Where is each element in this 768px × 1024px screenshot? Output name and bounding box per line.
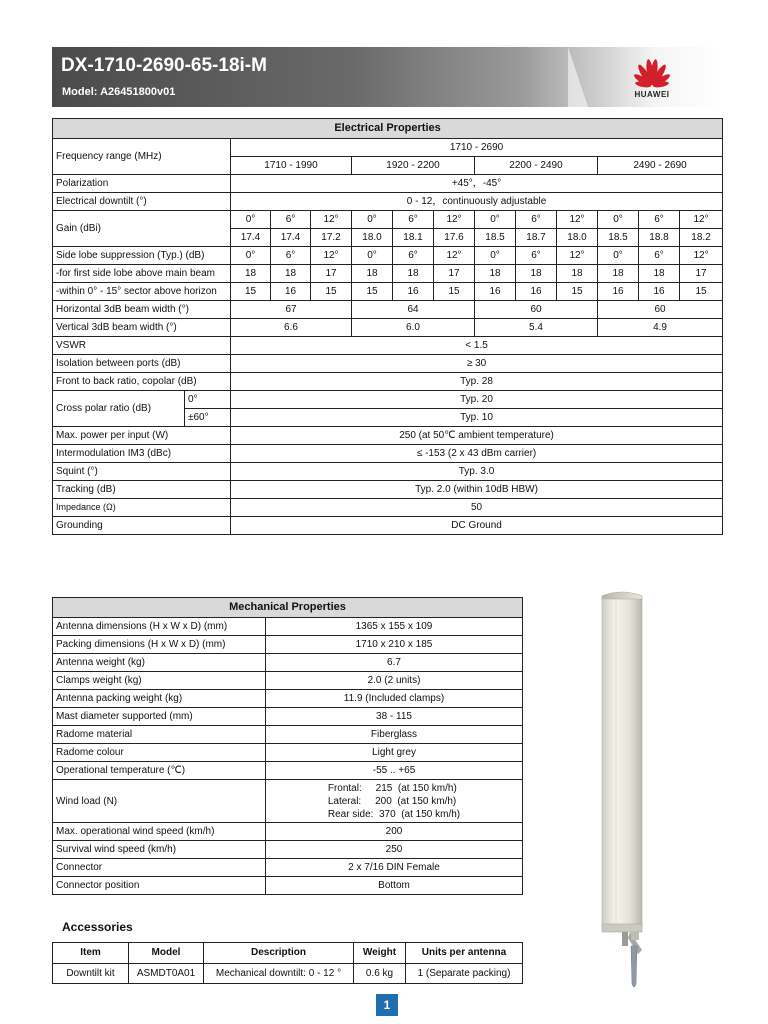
mech-label: Antenna weight (kg) xyxy=(53,654,266,672)
sidelobe-tilt: 6° xyxy=(516,247,557,265)
sidelobe-within-label: -within 0° - 15° sector above horizon xyxy=(53,283,231,301)
page-number-badge: 1 xyxy=(376,994,398,1016)
wind-label: Wind load (N) xyxy=(53,780,266,823)
mech-value: 2 x 7/16 DIN Female xyxy=(266,859,523,877)
gain-tilt: 0° xyxy=(475,211,516,229)
xpol-label: Cross polar ratio (dB) xyxy=(53,391,185,427)
sidelobe-within-value: 15 xyxy=(680,283,723,301)
gain-tilt: 6° xyxy=(516,211,557,229)
downtilt-label: Electrical downtilt (°) xyxy=(53,193,231,211)
im3-label: Intermodulation IM3 (dBc) xyxy=(53,445,231,463)
power-label: Max. power per input (W) xyxy=(53,427,231,445)
mech-label: Clamps weight (kg) xyxy=(53,672,266,690)
sidelobe-first-value: 18 xyxy=(271,265,311,283)
mech-value: 1365 x 155 x 109 xyxy=(266,618,523,636)
sidelobe-first-value: 18 xyxy=(393,265,434,283)
gain-tilt: 12° xyxy=(680,211,723,229)
v-beam-label: Vertical 3dB beam width (°) xyxy=(53,319,231,337)
accessories-title: Accessories xyxy=(62,920,133,934)
gain-tilt: 6° xyxy=(393,211,434,229)
sidelobe-first-value: 18 xyxy=(516,265,557,283)
mech-value: Light grey xyxy=(266,744,523,762)
gain-value: 18.5 xyxy=(475,229,516,247)
v-beam-value: 5.4 xyxy=(475,319,598,337)
huawei-logo xyxy=(622,52,682,102)
sidelobe-first-value: 18 xyxy=(639,265,680,283)
freq-label: Frequency range (MHz) xyxy=(53,139,231,175)
sidelobe-within-value: 16 xyxy=(516,283,557,301)
mech-label: Connector xyxy=(53,859,266,877)
sidelobe-first-label: -for first side lobe above main beam xyxy=(53,265,231,283)
mech-value: Fiberglass xyxy=(266,726,523,744)
acc-units: 1 (Separate packing) xyxy=(406,964,523,984)
sidelobe-within-value: 15 xyxy=(231,283,271,301)
gain-tilt: 12° xyxy=(311,211,352,229)
wind-rear: Rear side: 370 (at 150 km/h) xyxy=(327,808,461,820)
gain-tilt: 6° xyxy=(271,211,311,229)
mech-label: Radome material xyxy=(53,726,266,744)
huawei-flower-icon xyxy=(622,52,682,90)
acc-header-description: Description xyxy=(204,943,354,964)
huawei-wordmark: HUAWEI xyxy=(634,90,670,99)
sidelobe-first-value: 18 xyxy=(475,265,516,283)
mech-label: Antenna dimensions (H x W x D) (mm) xyxy=(53,618,266,636)
band-1: 1710 - 1990 xyxy=(231,157,352,175)
acc-description: Mechanical downtilt: 0 - 12 ° xyxy=(204,964,354,984)
mech-value: Bottom xyxy=(266,877,523,895)
mech-label: Connector position xyxy=(53,877,266,895)
acc-header-item: Item xyxy=(53,943,129,964)
band-3: 2200 - 2490 xyxy=(475,157,598,175)
electrical-properties-table xyxy=(52,118,723,535)
sidelobe-tilt: 12° xyxy=(680,247,723,265)
polarization-label: Polarization xyxy=(53,175,231,193)
sidelobe-tilt: 12° xyxy=(557,247,598,265)
gain-value: 18.7 xyxy=(516,229,557,247)
table-row xyxy=(53,964,523,984)
gain-tilt: 12° xyxy=(434,211,475,229)
sidelobe-tilt: 12° xyxy=(311,247,352,265)
gain-value: 17.2 xyxy=(311,229,352,247)
sidelobe-within-value: 15 xyxy=(311,283,352,301)
gain-value: 18.5 xyxy=(598,229,639,247)
acc-header-weight: Weight xyxy=(354,943,406,964)
freq-overall: 1710 - 2690 xyxy=(231,139,723,157)
mech-value: 11.9 (Included clamps) xyxy=(266,690,523,708)
mech-label: Mast diameter supported (mm) xyxy=(53,708,266,726)
gain-value: 18.0 xyxy=(557,229,598,247)
sidelobe-within-value: 16 xyxy=(475,283,516,301)
acc-model: ASMDT0A01 xyxy=(129,964,204,984)
gain-value: 18.0 xyxy=(352,229,393,247)
im3-value: ≤ -153 (2 x 43 dBm carrier) xyxy=(231,445,723,463)
acc-item: Downtilt kit xyxy=(53,964,129,984)
v-beam-value: 6.0 xyxy=(352,319,475,337)
sidelobe-tilt: 0° xyxy=(475,247,516,265)
impedance-label: Impedance (Ω) xyxy=(53,499,231,517)
v-beam-value: 6.6 xyxy=(231,319,352,337)
xpol-sub-60: ±60° xyxy=(185,409,231,427)
gain-value: 17.4 xyxy=(231,229,271,247)
sidelobe-tilt: 6° xyxy=(271,247,311,265)
gain-label: Gain (dBi) xyxy=(53,211,231,247)
electrical-title: Electrical Properties xyxy=(53,119,723,139)
mech-value: 250 xyxy=(266,841,523,859)
mech-value: 200 xyxy=(266,823,523,841)
gain-tilt: 0° xyxy=(231,211,271,229)
isolation-label: Isolation between ports (dB) xyxy=(53,355,231,373)
polarization-value: +45°，-45° xyxy=(231,175,723,193)
isolation-value: ≥ 30 xyxy=(231,355,723,373)
acc-header-model: Model xyxy=(129,943,204,964)
xpol-value-0: Typ. 20 xyxy=(231,391,723,409)
antenna-illustration xyxy=(592,588,652,993)
sidelobe-first-value: 18 xyxy=(352,265,393,283)
sidelobe-first-value: 18 xyxy=(231,265,271,283)
mech-value: 1710 x 210 x 185 xyxy=(266,636,523,654)
h-beam-value: 64 xyxy=(352,301,475,319)
ftb-label: Front to back ratio, copolar (dB) xyxy=(53,373,231,391)
ftb-value: Typ. 28 xyxy=(231,373,723,391)
band-4: 2490 - 2690 xyxy=(598,157,723,175)
sidelobe-tilt: 0° xyxy=(352,247,393,265)
acc-header-units: Units per antenna xyxy=(406,943,523,964)
vswr-value: < 1.5 xyxy=(231,337,723,355)
h-beam-value: 60 xyxy=(475,301,598,319)
sidelobe-tilt: 12° xyxy=(434,247,475,265)
gain-value: 18.1 xyxy=(393,229,434,247)
mech-value: 6.7 xyxy=(266,654,523,672)
sidelobe-within-value: 16 xyxy=(639,283,680,301)
gain-value: 17.6 xyxy=(434,229,475,247)
mech-label: Operational temperature (℃) xyxy=(53,762,266,780)
mech-label: Radome colour xyxy=(53,744,266,762)
tracking-value: Typ. 2.0 (within 10dB HBW) xyxy=(231,481,723,499)
h-beam-value: 60 xyxy=(598,301,723,319)
squint-value: Typ. 3.0 xyxy=(231,463,723,481)
sidelobe-first-value: 17 xyxy=(434,265,475,283)
h-beam-label: Horizontal 3dB beam width (°) xyxy=(53,301,231,319)
sidelobe-tilt: 0° xyxy=(231,247,271,265)
sidelobe-within-value: 16 xyxy=(271,283,311,301)
sidelobe-first-value: 18 xyxy=(598,265,639,283)
sidelobe-within-value: 16 xyxy=(393,283,434,301)
sidelobe-tilt: 0° xyxy=(598,247,639,265)
xpol-sub-0: 0° xyxy=(185,391,231,409)
sidelobe-first-value: 17 xyxy=(311,265,352,283)
header-slant xyxy=(568,47,588,107)
gain-value: 18.8 xyxy=(639,229,680,247)
mech-label: Packing dimensions (H x W x D) (mm) xyxy=(53,636,266,654)
mechanical-title: Mechanical Properties xyxy=(53,598,523,618)
wind-values xyxy=(266,780,523,823)
sidelobe-label: Side lobe suppression (Typ.) (dB) xyxy=(53,247,231,265)
mech-label: Max. operational wind speed (km/h) xyxy=(53,823,266,841)
acc-weight: 0.6 kg xyxy=(354,964,406,984)
product-title: DX-1710-2690-65-18i-M xyxy=(61,55,267,76)
grounding-label: Grounding xyxy=(53,517,231,535)
wind-frontal: Frontal: 215 (at 150 km/h) xyxy=(327,782,457,794)
mech-value: -55 .. +65 xyxy=(266,762,523,780)
mech-value: 2.0 (2 units) xyxy=(266,672,523,690)
gain-tilt: 0° xyxy=(352,211,393,229)
band-2: 1920 - 2200 xyxy=(352,157,475,175)
gain-tilt: 12° xyxy=(557,211,598,229)
sidelobe-first-value: 17 xyxy=(680,265,723,283)
vswr-label: VSWR xyxy=(53,337,231,355)
sidelobe-tilt: 6° xyxy=(639,247,680,265)
sidelobe-within-value: 15 xyxy=(434,283,475,301)
gain-value: 17.4 xyxy=(271,229,311,247)
impedance-value: 50 xyxy=(231,499,723,517)
v-beam-value: 4.9 xyxy=(598,319,723,337)
model-number: Model: A26451800v01 xyxy=(62,86,176,98)
sidelobe-tilt: 6° xyxy=(393,247,434,265)
tracking-label: Tracking (dB) xyxy=(53,481,231,499)
sidelobe-within-value: 16 xyxy=(598,283,639,301)
sidelobe-first-value: 18 xyxy=(557,265,598,283)
grounding-value: DC Ground xyxy=(231,517,723,535)
accessories-table xyxy=(52,942,523,984)
squint-label: Squint (°) xyxy=(53,463,231,481)
mech-label: Antenna packing weight (kg) xyxy=(53,690,266,708)
antenna-image xyxy=(592,588,652,993)
mech-value: 38 - 115 xyxy=(266,708,523,726)
downtilt-value: 0 - 12，continuously adjustable xyxy=(231,193,723,211)
gain-tilt: 0° xyxy=(598,211,639,229)
mech-label: Survival wind speed (km/h) xyxy=(53,841,266,859)
xpol-value-60: Typ. 10 xyxy=(231,409,723,427)
gain-value: 18.2 xyxy=(680,229,723,247)
power-value: 250 (at 50℃ ambient temperature) xyxy=(231,427,723,445)
gain-tilt: 6° xyxy=(639,211,680,229)
sidelobe-within-value: 15 xyxy=(352,283,393,301)
h-beam-value: 67 xyxy=(231,301,352,319)
wind-lateral: Lateral: 200 (at 150 km/h) xyxy=(327,795,457,807)
mechanical-properties-table xyxy=(52,597,523,895)
sidelobe-within-value: 15 xyxy=(557,283,598,301)
